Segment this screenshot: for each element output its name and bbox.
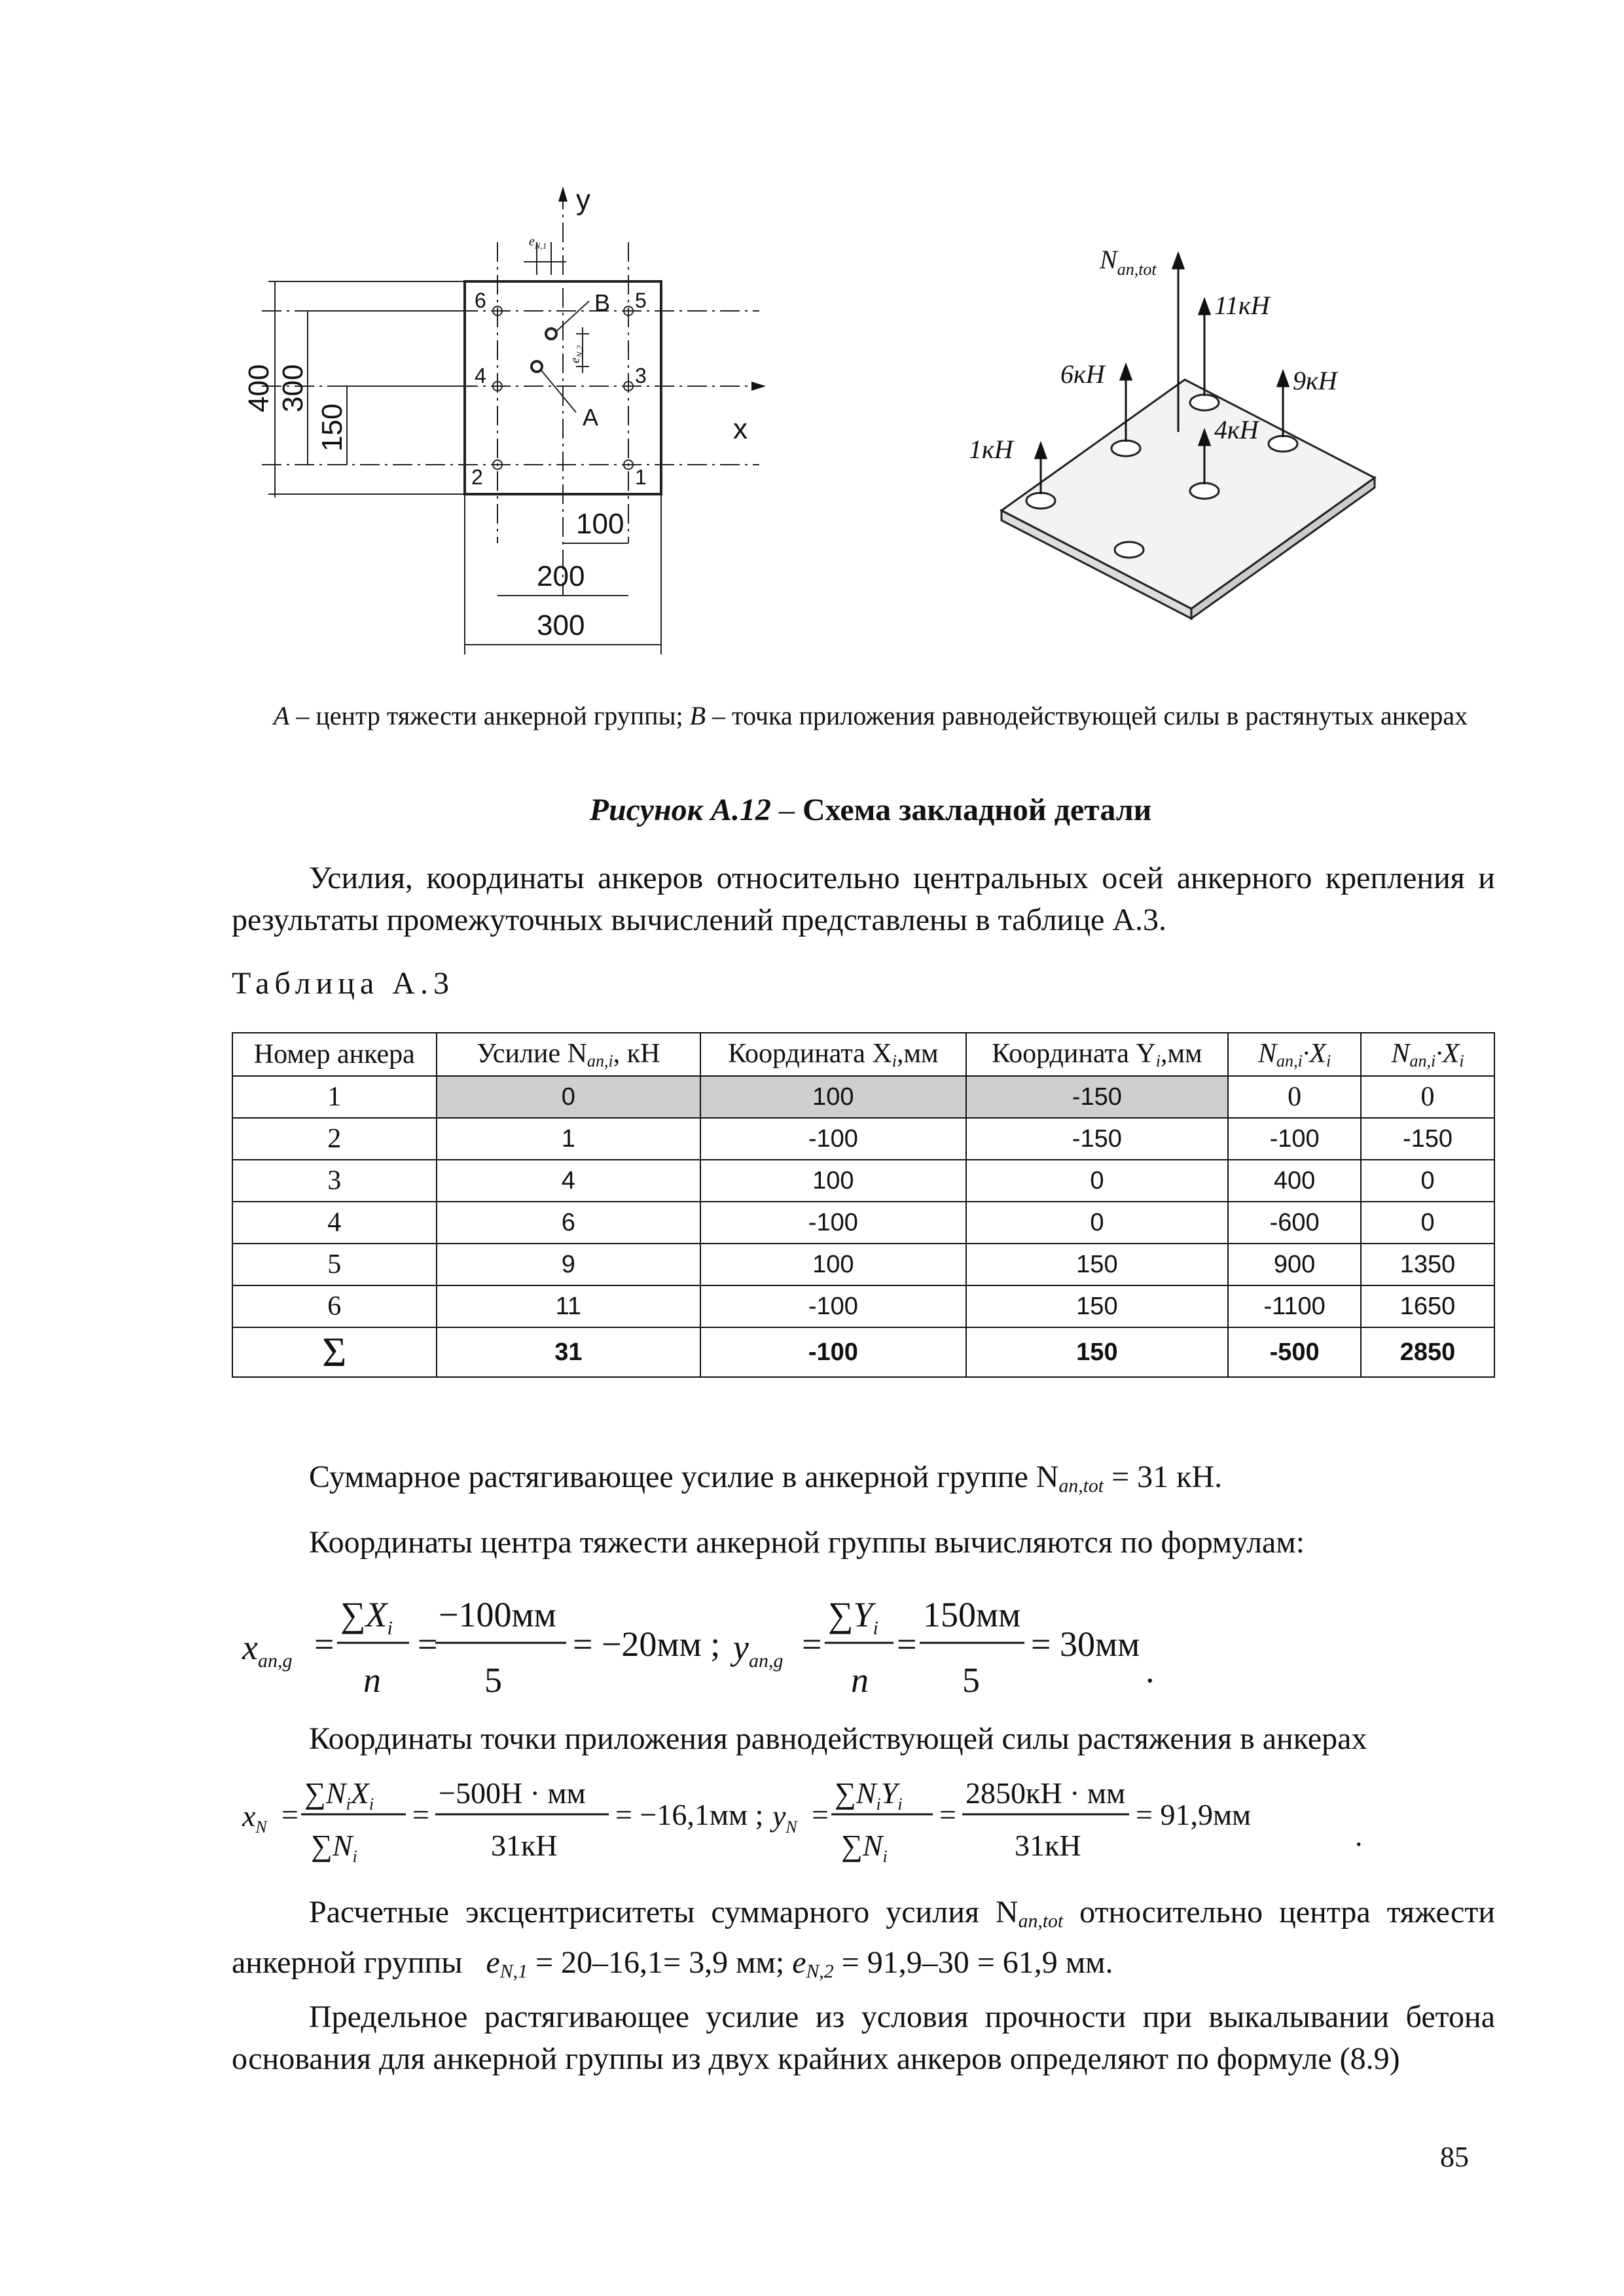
table-row: [232, 1202, 1494, 1244]
table-label: Таблица А.3: [232, 966, 454, 1001]
svg-text:= −20мм ;: = −20мм ;: [573, 1624, 721, 1664]
cell-ny: -150: [1361, 1118, 1494, 1160]
table-row: [232, 1160, 1494, 1202]
cell-nx: -100: [1228, 1118, 1361, 1160]
anchor-label-2: 2: [471, 465, 483, 489]
header-anchor-number: Номер анкера: [232, 1033, 437, 1076]
cell-x: -100: [700, 1118, 965, 1160]
isometric-view-drawing: [956, 242, 1427, 596]
table-sum-row: [232, 1327, 1494, 1377]
cell-y: 150: [966, 1244, 1229, 1285]
cell-ny: 1350: [1361, 1244, 1494, 1285]
anchor-label-4: 4: [475, 364, 486, 387]
point-a-label: A: [583, 404, 599, 431]
svg-text:=: =: [802, 1624, 822, 1664]
header-nx: $N_{an,i}\cdot X_i$: [1228, 1033, 1361, 1076]
header-coord-x: Координата $X_i,мм$: [700, 1033, 965, 1076]
sum-ny: 2850: [1361, 1327, 1494, 1377]
sum-symbol: Σ: [232, 1327, 437, 1377]
cell-nx: -600: [1228, 1202, 1361, 1244]
svg-text:xan,g: $x_{an,g}$: [242, 1628, 293, 1672]
cell-nx: 400: [1228, 1160, 1361, 1202]
anchor-label-6: 6: [475, 289, 486, 312]
cell-nx: 0: [1228, 1076, 1361, 1118]
cell-ny: 1650: [1361, 1285, 1494, 1327]
cell-y: 150: [966, 1285, 1229, 1327]
cell-y: 0: [966, 1160, 1229, 1202]
axis-x-label: x: [733, 413, 748, 445]
cell-x[interactable]: 100: [700, 1076, 965, 1118]
total-force-paragraph: Суммарное растягивающее усилие в анкерной группе $N_{an,tot} = 31$ кН.: [309, 1460, 1223, 1497]
cell-anchor: 2: [232, 1118, 437, 1160]
cell-ny: 0: [1361, 1076, 1494, 1118]
cell-anchor: 6: [232, 1285, 437, 1327]
svg-text:= 30мм: = 30мм: [1031, 1624, 1140, 1664]
cell-ny: 0: [1361, 1202, 1494, 1244]
cell-x: -100: [700, 1285, 965, 1327]
cell-ny: 0: [1361, 1160, 1494, 1202]
svg-text:−100мм: −100мм: [439, 1595, 556, 1634]
cell-nx: -1100: [1228, 1285, 1361, 1327]
cell-anchor: 5: [232, 1244, 437, 1285]
svg-text:∑Ni: $\sum N_i$: [311, 1829, 357, 1866]
svg-text:=: =: [812, 1798, 829, 1831]
svg-text:=: =: [412, 1798, 429, 1831]
point-b-label: B: [594, 289, 611, 316]
axis-y-label: y: [576, 184, 590, 216]
cell-x: 100: [700, 1244, 965, 1285]
cell-x: -100: [700, 1202, 965, 1244]
page-number: 85: [1440, 2141, 1469, 2173]
eccentricity-paragraph: Расчетные эксцентриситеты суммарного усилия $N_{an,tot}$ относительно центра тяжести анкерной группы $e_{N,1} = 20-16,1= 3,9$ мм; $e_{N,2} = 91,9-30 = 61,9$ мм.: [232, 1895, 1496, 1982]
svg-text:∑Ni: $\sum N_i$: [841, 1829, 888, 1866]
svg-text:n: n: [363, 1660, 381, 1700]
dim-300-vertical: 300: [277, 364, 309, 412]
cell-force: 11: [437, 1285, 701, 1327]
svg-text:yan,g: $y_{an,g}$: [733, 1628, 784, 1672]
dim-100: 100: [576, 508, 624, 540]
svg-text:31кН: 31кН: [1015, 1829, 1081, 1862]
svg-text:=: =: [418, 1624, 438, 1664]
e-n1-label: $e_{N,1}$: [529, 234, 547, 251]
svg-text:5: 5: [484, 1660, 502, 1700]
svg-text:=: =: [281, 1798, 298, 1831]
svg-text:∑NiXi: $\sum N_iX_i$: [304, 1776, 374, 1814]
svg-text:31кН: 31кН: [491, 1829, 558, 1862]
svg-text:2850кН · мм: 2850кН · мм: [965, 1776, 1126, 1810]
legend-text-1: – центр тяжести анкерной группы;: [289, 701, 690, 730]
cell-force: 1: [437, 1118, 701, 1160]
force-9kn-label: 9кН: [1293, 366, 1337, 395]
centroid-paragraph: Координаты центра тяжести анкерной группы вычисляются по формулам:: [309, 1525, 1305, 1560]
anchor-table: [232, 1032, 1495, 1378]
resultant-formula: [242, 1767, 1420, 1872]
sum-force: 31: [437, 1327, 701, 1377]
svg-text:5: 5: [962, 1660, 980, 1700]
force-1kn-label: 1кН: [969, 435, 1013, 464]
e-n2-label: $e_{N,2}$: [568, 345, 585, 363]
svg-text:yN: $y_N$: [772, 1799, 797, 1837]
header-coord-y: Координата $Y_i,мм$: [966, 1033, 1229, 1076]
svg-text:= −16,1мм ;: = −16,1мм ;: [615, 1798, 764, 1831]
svg-text:=: =: [939, 1798, 956, 1831]
table-row: [232, 1285, 1494, 1327]
dim-200: 200: [537, 560, 585, 592]
svg-text:= 91,9мм: = 91,9мм: [1136, 1798, 1252, 1831]
cell-anchor: 4: [232, 1202, 437, 1244]
cell-nx: 900: [1228, 1244, 1361, 1285]
force-6kn-label: 6кН: [1060, 359, 1105, 389]
legend-a: А: [273, 701, 290, 730]
svg-text:n: n: [851, 1660, 869, 1700]
limit-paragraph: Предельное растягивающее усилие из условия прочности при выкалывании бетона основания для анкерной группы из двух крайних анкеров определяют по формуле (8.9): [232, 2000, 1495, 2076]
cell-anchor: 3: [232, 1160, 437, 1202]
caption-label: Рисунок А.12: [589, 793, 771, 827]
figure-legend: [249, 700, 1492, 732]
dim-300-horizontal: 300: [537, 609, 585, 641]
cell-force: 9: [437, 1244, 701, 1285]
anchor-label-5: 5: [635, 289, 647, 312]
svg-text:−500Н · мм: −500Н · мм: [439, 1776, 586, 1810]
dim-400: 400: [243, 364, 275, 412]
svg-text:=: =: [314, 1624, 334, 1664]
svg-text:150мм: 150мм: [923, 1595, 1021, 1634]
svg-text:.: .: [1355, 1819, 1363, 1852]
table-row: [232, 1076, 1494, 1118]
table-row: [232, 1118, 1494, 1160]
cell-force: 6: [437, 1202, 701, 1244]
force-11kn-label: 11кН: [1214, 291, 1270, 320]
sum-y: 150: [966, 1327, 1229, 1377]
cell-force[interactable]: 0: [437, 1076, 701, 1118]
centroid-formula: [242, 1577, 1224, 1708]
figure-caption: [249, 792, 1492, 828]
table-header-row: [232, 1033, 1494, 1076]
header-force: Усилие $N_{an,i}$, кН: [437, 1033, 701, 1076]
svg-text:xN: $x_N$: [242, 1799, 267, 1837]
caption-dash: –: [770, 793, 803, 827]
header-ny: $N_{an,i}\cdot X_i$: [1361, 1033, 1494, 1076]
anchor-label-1: 1: [635, 465, 647, 489]
force-4kn-label: 4кН: [1214, 415, 1259, 444]
cell-y: 0: [966, 1202, 1229, 1244]
dim-150: 150: [316, 403, 348, 452]
svg-text:=: =: [897, 1624, 917, 1664]
anchor-label-3: 3: [635, 364, 647, 387]
cell-force: 4: [437, 1160, 701, 1202]
legend-text-2: – точка приложения равнодействующей силы в растянутых анкерах: [706, 701, 1468, 730]
table-row: [232, 1244, 1494, 1285]
cell-anchor: 1: [232, 1076, 437, 1118]
cell-y: -150: [966, 1118, 1229, 1160]
cell-x: 100: [700, 1160, 965, 1202]
svg-text:∑Xi: $\sum X_i$: [340, 1595, 393, 1639]
intro-paragraph: Усилия, координаты анкеров относительно центральных осей анкерного крепления и результаты промежуточных вычислений представлены в таблице А.3.: [232, 861, 1495, 937]
cell-y[interactable]: -150: [966, 1076, 1229, 1118]
svg-text:∑Yi: $\sum Y_i$: [828, 1595, 878, 1639]
plan-view-drawing: [243, 177, 772, 661]
sum-x: -100: [700, 1327, 965, 1377]
legend-b: В: [689, 701, 706, 730]
sum-nx: -500: [1228, 1327, 1361, 1377]
caption-title: Схема закладной детали: [802, 793, 1152, 827]
svg-text:.: .: [1146, 1651, 1155, 1690]
svg-text:∑NiYi: $\sum N_iY_i$: [835, 1776, 903, 1814]
resultant-paragraph: Координаты точки приложения равнодействующей силы растяжения в анкерах: [309, 1721, 1367, 1756]
force-total-label: $N_{an,tot}$: [1100, 245, 1157, 279]
